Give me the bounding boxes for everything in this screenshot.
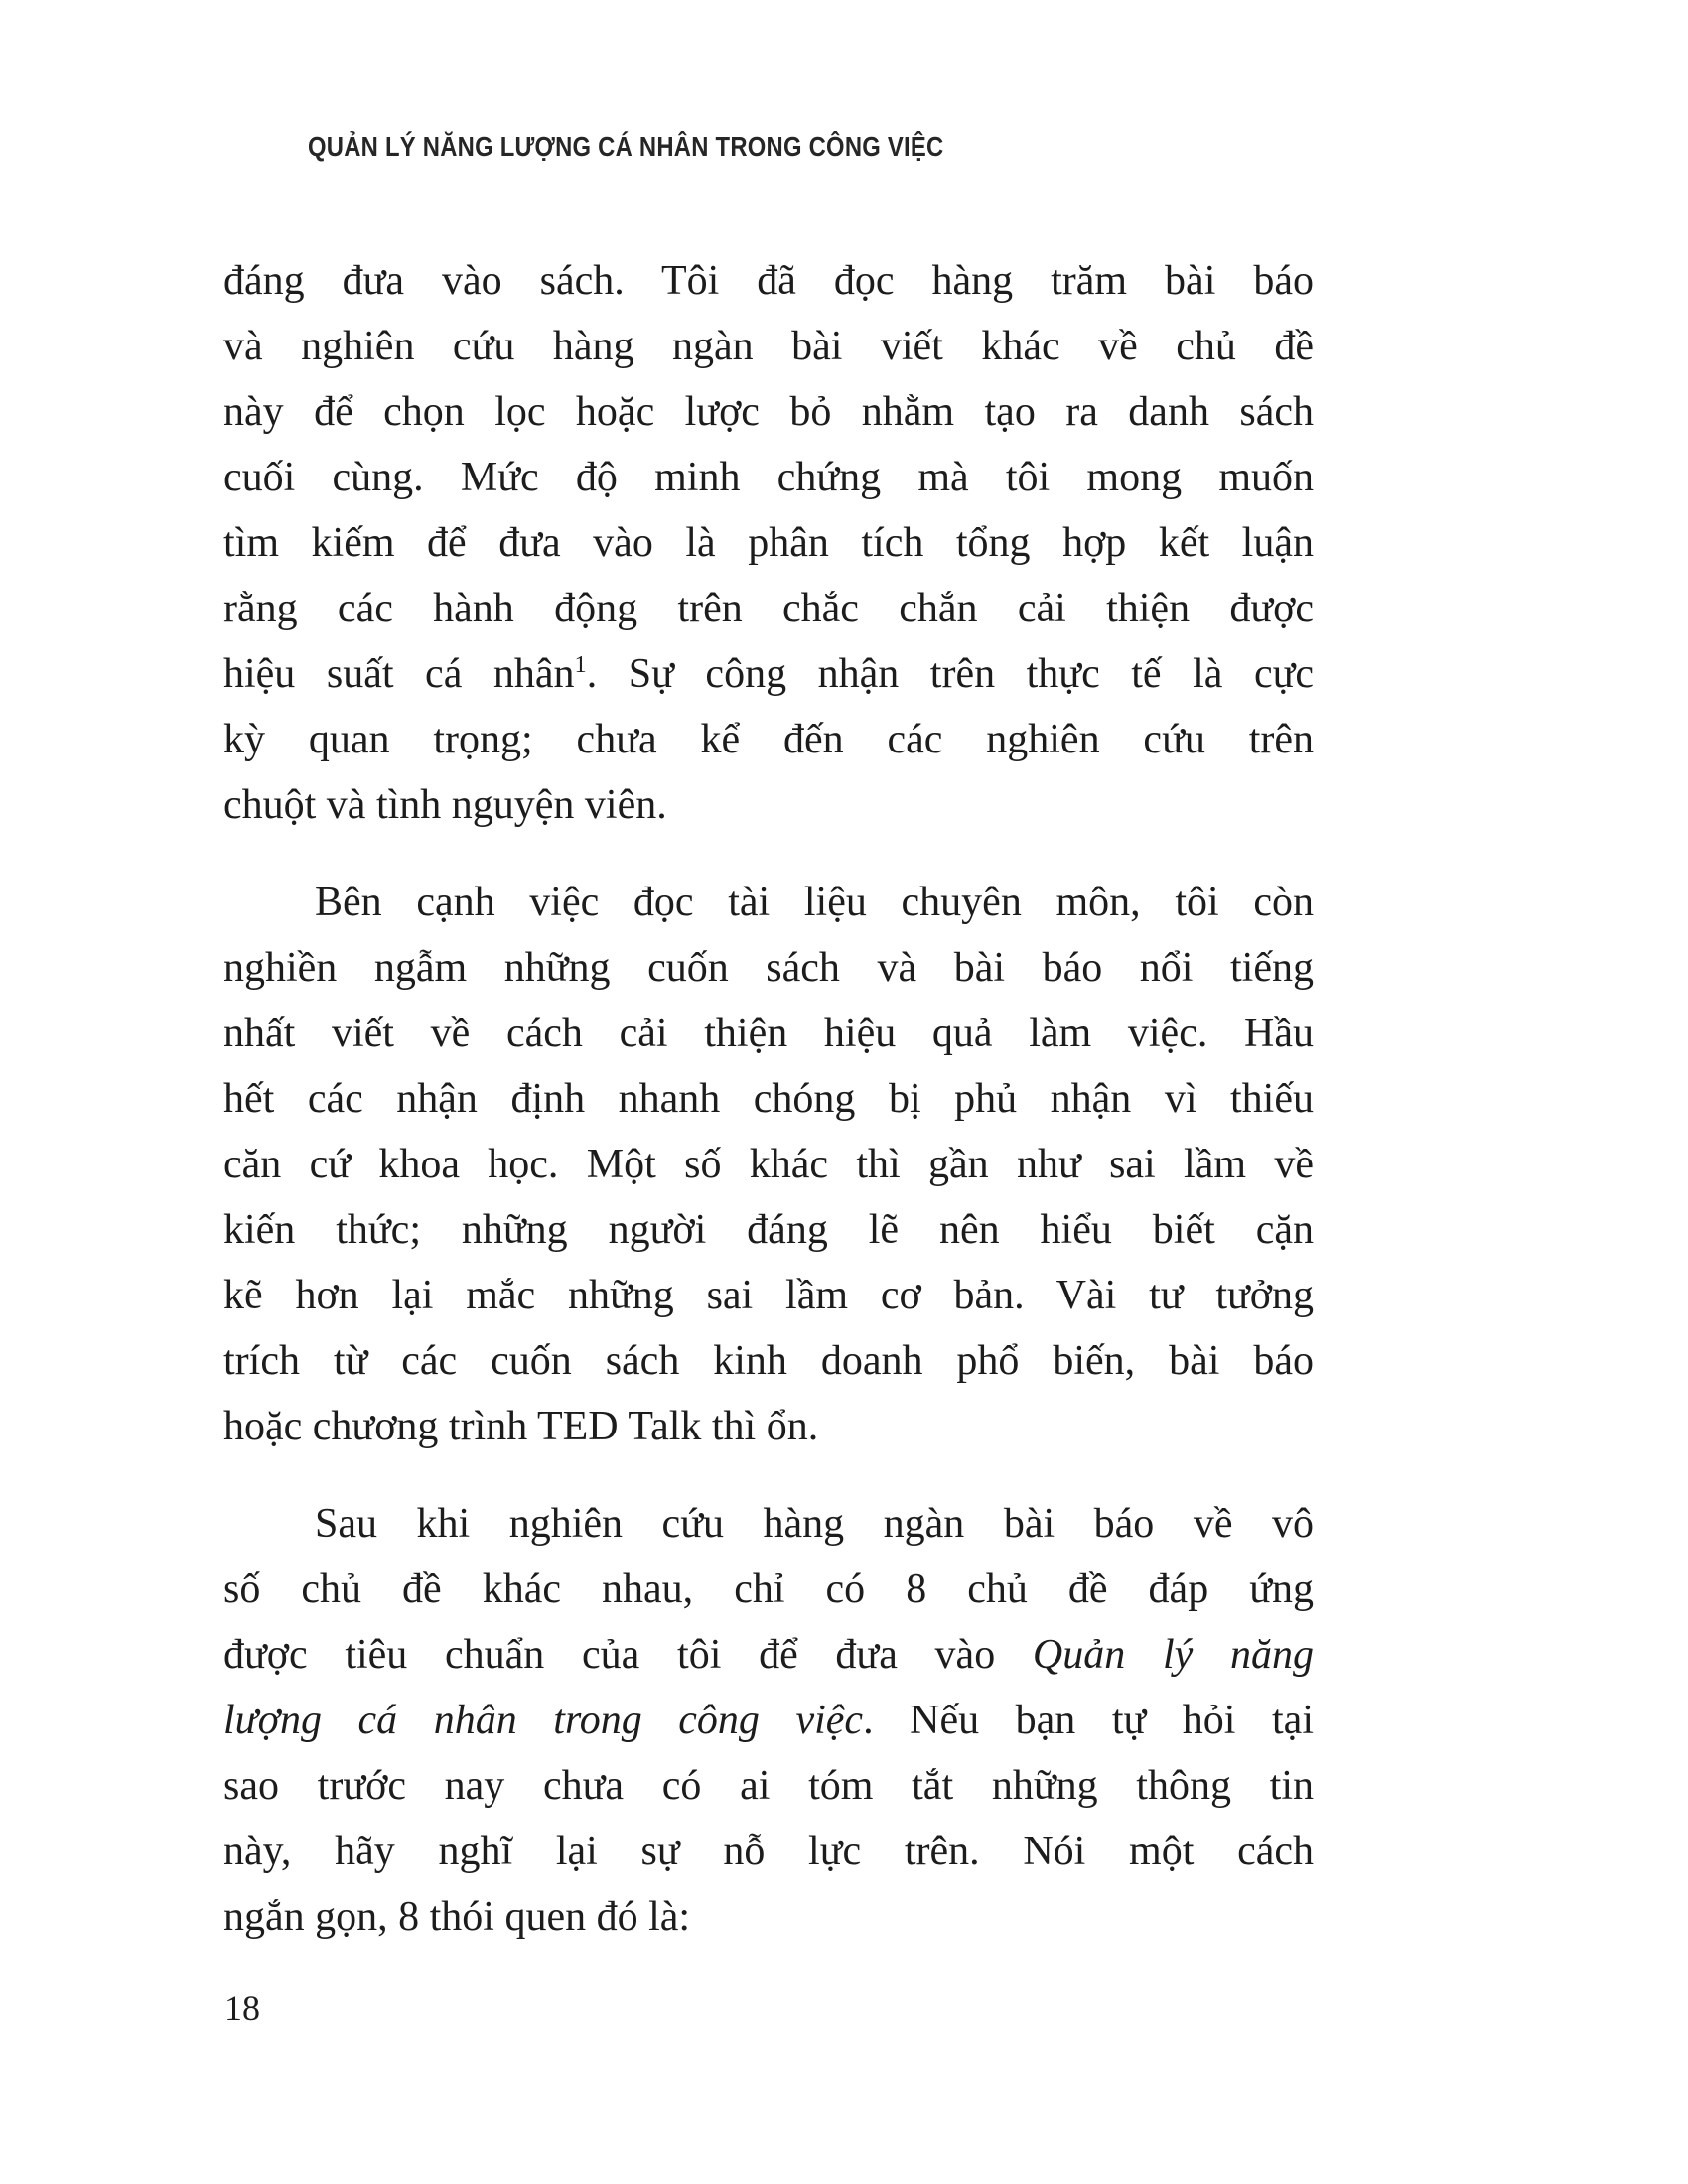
text-segment: đáng đưa vào sách. Tôi đã đọc hàng trăm bài báo bbox=[223, 258, 1314, 304]
text-line bbox=[223, 772, 1314, 838]
text-segment: ngắn gọn, 8 thói quen đó là: bbox=[223, 1894, 691, 1940]
text-segment: sao trước nay chưa có ai tóm tắt những thông tin bbox=[223, 1763, 1314, 1809]
text-line bbox=[223, 1066, 1314, 1132]
text-segment: . Sự công nhận trên thực tế là cực bbox=[586, 651, 1315, 697]
text-line bbox=[223, 1557, 1314, 1622]
text-line bbox=[223, 1001, 1314, 1066]
text-segment: chuột và tình nguyện viên. bbox=[223, 782, 667, 828]
text-segment: Bên cạnh việc đọc tài liệu chuyên môn, tôi còn bbox=[315, 880, 1314, 925]
text-segment: trích từ các cuốn sách kinh doanh phổ biến, bài báo bbox=[223, 1338, 1314, 1384]
text-line bbox=[223, 641, 1314, 707]
text-line bbox=[223, 445, 1314, 510]
text-segment: hết các nhận định nhanh chóng bị phủ nhận vì thiếu bbox=[223, 1076, 1314, 1122]
body-text bbox=[223, 248, 1314, 1950]
text-line bbox=[223, 248, 1314, 314]
text-segment: nhất viết về cách cải thiện hiệu quả làm việc. Hầu bbox=[223, 1011, 1314, 1056]
running-header bbox=[308, 131, 1201, 163]
paragraph bbox=[223, 870, 1314, 1459]
running-header-text: QUẢN LÝ NĂNG LƯỢNG CÁ NHÂN TRONG CÔNG VIỆC bbox=[308, 131, 944, 162]
text-segment: rằng các hành động trên chắc chắn cải thiện được bbox=[223, 586, 1314, 631]
text-segment: kẽ hơn lại mắc những sai lầm cơ bản. Vài tư tưởng bbox=[223, 1273, 1314, 1318]
text-line bbox=[223, 1394, 1314, 1459]
text-line bbox=[223, 1491, 1314, 1557]
text-line bbox=[223, 1688, 1314, 1753]
text-line bbox=[223, 870, 1314, 935]
text-line bbox=[223, 1884, 1314, 1950]
text-segment: kiến thức; những người đáng lẽ nên hiểu biết cặn bbox=[223, 1207, 1314, 1253]
text-line bbox=[223, 1132, 1314, 1197]
text-segment: và nghiên cứu hàng ngàn bài viết khác về chủ đề bbox=[223, 324, 1314, 369]
text-line bbox=[223, 1753, 1314, 1819]
page-number: 18 bbox=[224, 1988, 260, 2028]
text-line bbox=[223, 510, 1314, 576]
text-line bbox=[223, 1622, 1314, 1688]
text-segment: cuối cùng. Mức độ minh chứng mà tôi mong muốn bbox=[223, 455, 1314, 500]
text-segment: Sau khi nghiên cứu hàng ngàn bài báo về vô bbox=[315, 1501, 1314, 1547]
text-segment: này để chọn lọc hoặc lược bỏ nhằm tạo ra danh sách bbox=[223, 389, 1314, 435]
text-line bbox=[223, 576, 1314, 641]
paragraph bbox=[223, 248, 1314, 838]
footnote-marker: 1 bbox=[574, 651, 587, 678]
text-segment: kỳ quan trọng; chưa kể đến các nghiên cứu trên bbox=[223, 717, 1314, 762]
text-line bbox=[223, 1197, 1314, 1263]
text-segment: tìm kiếm để đưa vào là phân tích tổng hợp kết luận bbox=[223, 520, 1314, 566]
text-line bbox=[223, 314, 1314, 379]
text-line bbox=[223, 1263, 1314, 1328]
text-segment: căn cứ khoa học. Một số khác thì gần như sai lầm về bbox=[223, 1142, 1314, 1187]
text-segment: được tiêu chuẩn của tôi để đưa vào bbox=[223, 1632, 1033, 1678]
text-segment: số chủ đề khác nhau, chỉ có 8 chủ đề đáp ứng bbox=[223, 1567, 1314, 1612]
text-line bbox=[223, 379, 1314, 445]
paragraph bbox=[223, 1491, 1314, 1950]
book-title-italic: lượng cá nhân trong công việc bbox=[223, 1698, 864, 1743]
text-segment: . Nếu bạn tự hỏi tại bbox=[863, 1698, 1314, 1743]
text-segment: này, hãy nghĩ lại sự nỗ lực trên. Nói một cách bbox=[223, 1829, 1314, 1874]
text-line bbox=[223, 1328, 1314, 1394]
text-segment: hiệu suất cá nhân bbox=[223, 651, 575, 697]
text-line bbox=[223, 935, 1314, 1001]
text-segment: hoặc chương trình TED Talk thì ổn. bbox=[223, 1404, 819, 1449]
text-segment: nghiền ngẫm những cuốn sách và bài báo nổi tiếng bbox=[223, 945, 1314, 991]
text-line bbox=[223, 1819, 1314, 1884]
book-title-italic: Quản lý năng bbox=[1032, 1632, 1314, 1678]
text-line bbox=[223, 707, 1314, 772]
